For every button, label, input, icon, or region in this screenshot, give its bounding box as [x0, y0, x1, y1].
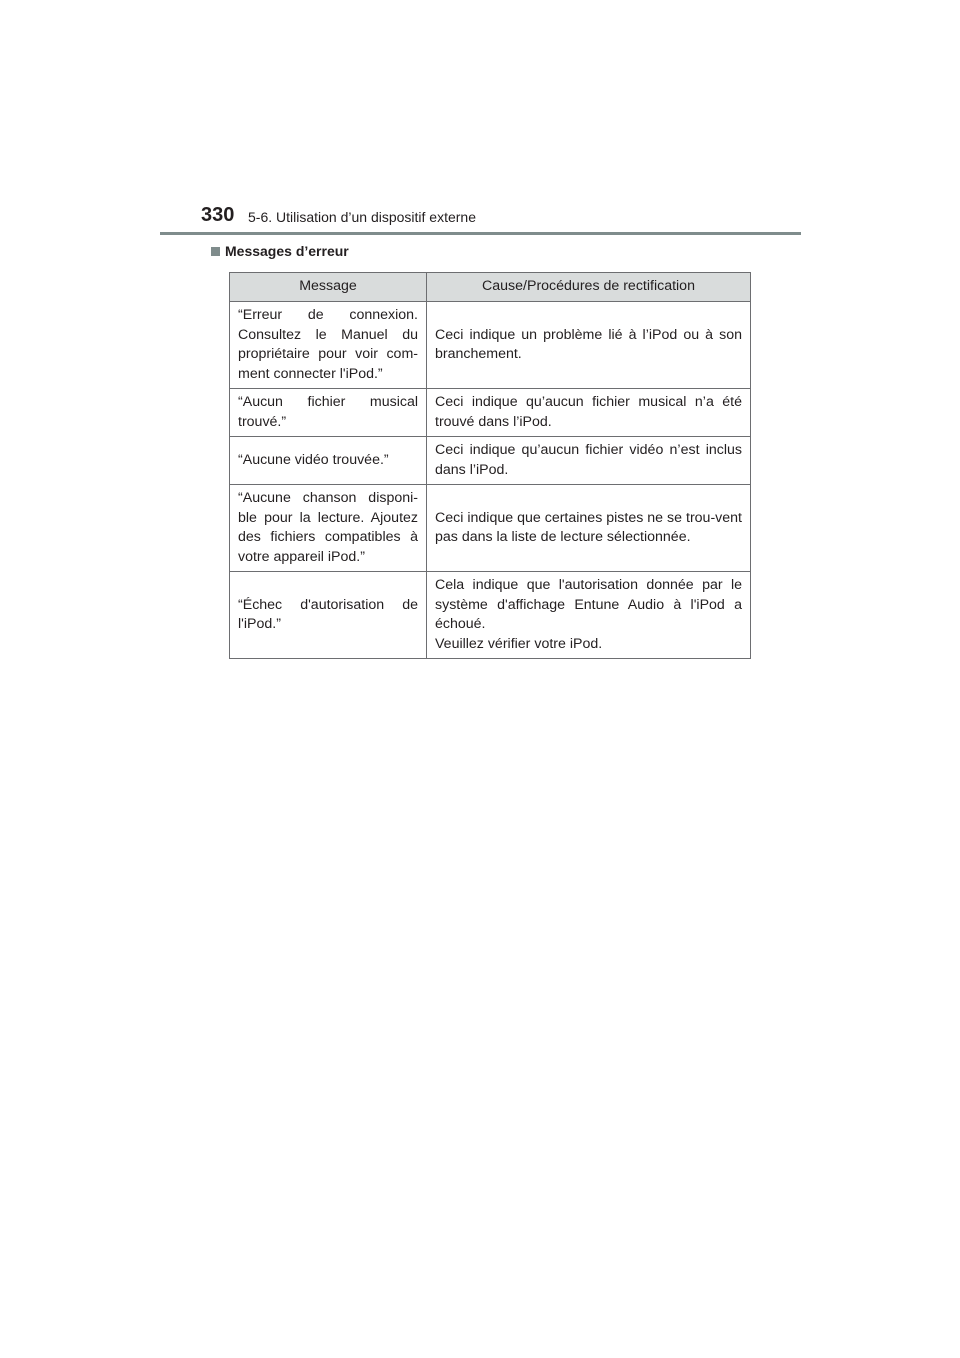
table-header-row [230, 273, 751, 302]
table-row [230, 389, 751, 437]
message-cell: “Aucun fichier musical trouvé.” [230, 389, 427, 437]
sub-heading [211, 243, 349, 259]
message-cell: “Aucune chanson disponi-ble pour la lecture. Ajoutez des fichiers compatibles à votre appareil iPod.” [230, 485, 427, 572]
message-cell: “Aucune vidéo trouvée.” [230, 437, 427, 485]
header-divider [160, 232, 801, 235]
cause-text: Ceci indique qu’aucun fichier vidéo n’est inclus dans l’iPod. [435, 442, 742, 478]
table-row [230, 302, 751, 389]
cause-text: Ceci indique un problème lié à l’iPod ou à son branchement. [435, 326, 742, 362]
cause-cell [427, 485, 751, 572]
page-number: 330 [201, 204, 235, 226]
cause-cell [427, 302, 751, 389]
cause-text: Ceci indique qu’aucun fichier musical n’a été trouvé dans l’iPod. [435, 394, 742, 430]
column-header-message: Message [230, 273, 427, 302]
section-title: 5-6. Utilisation d’un dispositif externe [248, 209, 477, 225]
message-cell: “Échec d'autorisation de l'iPod.” [230, 572, 427, 659]
cause-text: Ceci indique que certaines pistes ne se trou-vent pas dans la liste de lecture sélectionnée. [435, 509, 742, 545]
message-cell: “Erreur de connexion. Consultez le Manuel du propriétaire pour voir com-ment connecter l'iPod.” [230, 302, 427, 389]
column-header-cause: Cause/Procédures de rectification [427, 273, 751, 302]
cause-cell [427, 389, 751, 437]
cause-text: Veuillez vérifier votre iPod. [435, 635, 603, 652]
cause-cell [427, 572, 751, 659]
cause-text: Cela indique que l'autorisation donnée par le système d'affichage Entune Audio à l'iPod a échoué. [435, 577, 742, 632]
square-bullet-icon [211, 247, 220, 256]
table-row [230, 437, 751, 485]
sub-heading-label: Messages d’erreur [225, 243, 349, 259]
table-row [230, 572, 751, 659]
table-row [230, 485, 751, 572]
error-messages-table [229, 272, 751, 659]
cause-cell [427, 437, 751, 485]
